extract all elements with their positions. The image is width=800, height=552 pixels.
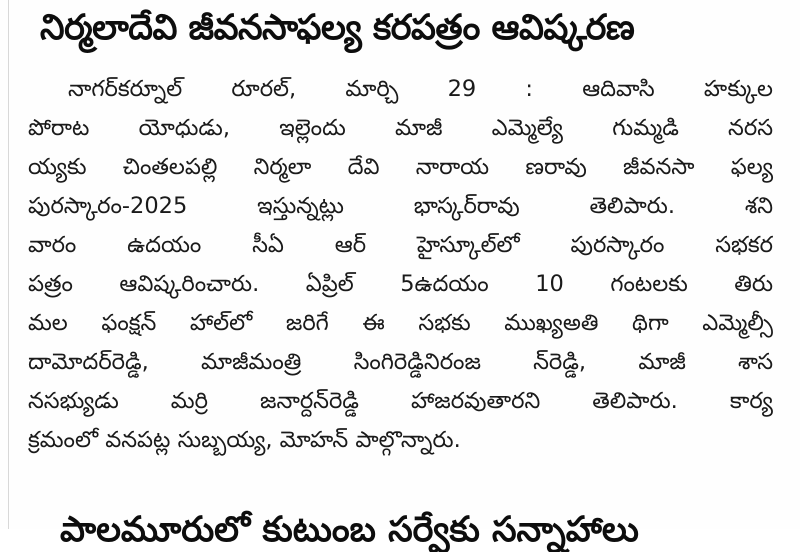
article-line: పురస్కారం-2025 ఇస్తున్నట్లు భాస్కర్‌రావు తెలిపారు. శని [28,193,773,219]
article-line: య్యకు చింతలపల్లి నిర్మలా దేవి నారాయ ణరావు జీవనసా ఫల్య [28,154,773,180]
next-headline-text: పాలమూరులో కుటుంబ సర్వేకు సన్నాహాలు [60,510,639,550]
article-line: క్రమంలో వనపట్ల సుబ్బయ్య, మోహన్ పాల్గొన్నారు. [28,427,461,453]
article-line: నసభ్యుడు మర్రి జనార్దన్‌రెడ్డి హాజరవుతారని తెలిపారు. కార్య [28,388,773,414]
article-line: దామోదర్‌రెడ్డి, మాజీమంత్రి సింగిరెడ్డినిరంజ న్‌రెడ్డి, మాజీ శాస [28,349,773,375]
article-line: పోరాట యోధుడు, ఇల్లెందు మాజీ ఎమ్మెల్యే గుమ్మడి నరస [28,115,773,141]
article-line: పత్రం ఆవిష్కరించారు. ఏప్రిల్ 5ఉదయం 10 గంటలకు తిరు [28,271,773,297]
next-article-headline-partial [60,508,760,550]
article-line: మల ఫంక్షన్ హాల్‌లో జరిగే ఈ సభకు ముఖ్యఅతి థిగా ఎమ్మెల్సీ [28,310,773,336]
column-rule [8,0,9,529]
article-line: వారం ఉదయం సీఏ ఆర్ హైస్కూల్‌లో పురస్కారం సభకర [28,232,773,258]
article-headline: నిర్మలాదేవి జీవనసాఫల్య కరపత్రం ఆవిష్కరణ [40,8,635,48]
article-body [28,70,773,460]
article-line: నాగర్‌కర్నూల్ రూరల్, మార్చి 29 : ఆదివాసి హక్కుల [68,76,773,102]
